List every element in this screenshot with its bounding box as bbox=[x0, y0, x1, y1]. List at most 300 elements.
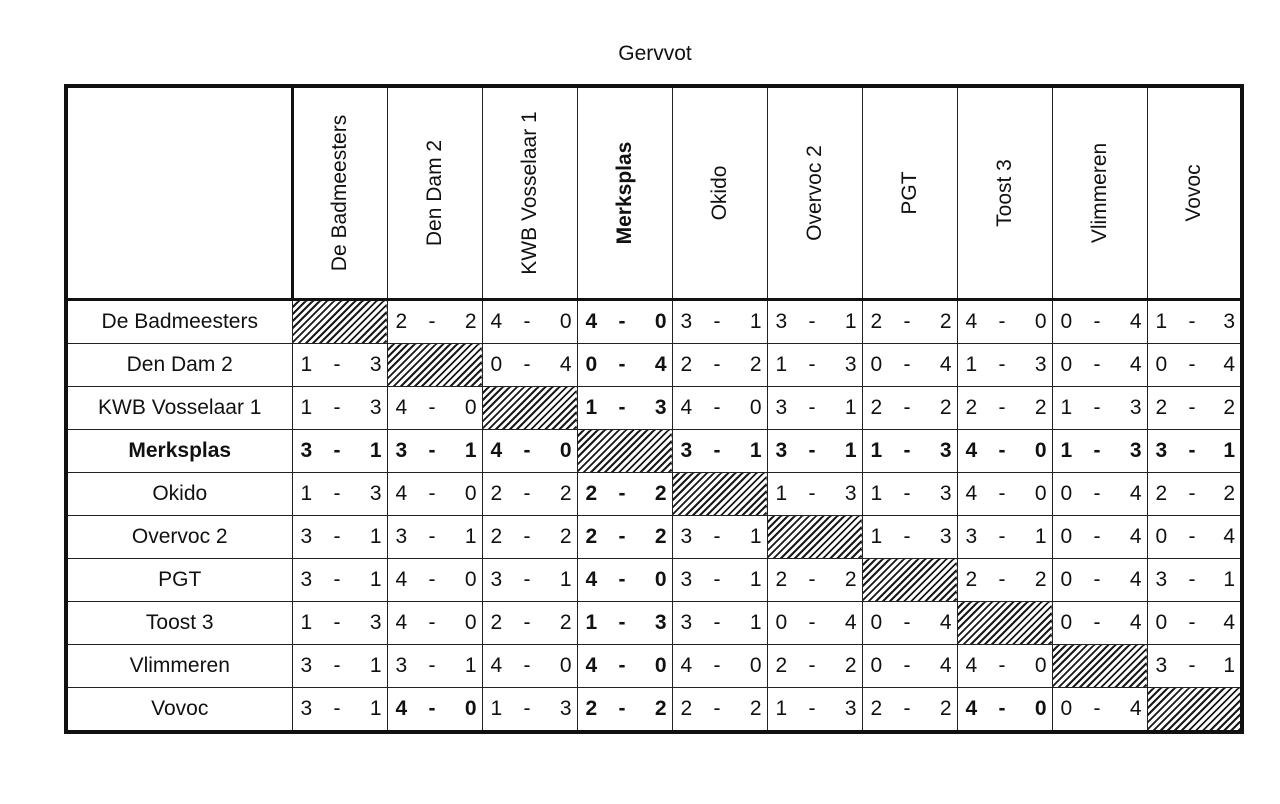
score-separator: - bbox=[523, 568, 531, 591]
score-cell bbox=[1052, 300, 1147, 344]
page-title: Gervvot bbox=[618, 42, 692, 65]
home-score: 1 bbox=[490, 697, 503, 720]
score-cell bbox=[1147, 300, 1242, 344]
score-separator: - bbox=[713, 697, 721, 720]
away-score: 1 bbox=[749, 525, 762, 548]
away-score: 2 bbox=[559, 482, 572, 505]
away-score: 0 bbox=[1034, 439, 1047, 462]
home-score: 1 bbox=[870, 525, 883, 548]
home-score: 1 bbox=[585, 611, 598, 634]
row-header: Overvoc 2 bbox=[66, 516, 292, 559]
score-separator: - bbox=[428, 611, 436, 634]
away-score: 3 bbox=[844, 697, 857, 720]
score-cell bbox=[292, 473, 387, 516]
home-score: 4 bbox=[585, 310, 598, 333]
away-score: 0 bbox=[464, 482, 477, 505]
score-separator: - bbox=[998, 310, 1006, 333]
score-separator: - bbox=[713, 353, 721, 376]
score-cell bbox=[577, 688, 672, 733]
away-score: 1 bbox=[369, 654, 382, 677]
score-separator: - bbox=[428, 525, 436, 548]
score-separator: - bbox=[713, 654, 721, 677]
home-score: 2 bbox=[490, 525, 503, 548]
table-row bbox=[66, 430, 1242, 473]
home-score: 1 bbox=[1060, 396, 1073, 419]
score-separator: - bbox=[428, 310, 436, 333]
score-cell bbox=[577, 344, 672, 387]
score-separator: - bbox=[713, 310, 721, 333]
score-separator: - bbox=[998, 525, 1006, 548]
score-cell bbox=[387, 559, 482, 602]
home-score: 3 bbox=[680, 439, 693, 462]
score-cell bbox=[672, 516, 767, 559]
column-header bbox=[862, 86, 957, 300]
away-score: 4 bbox=[1223, 525, 1235, 548]
home-score: 1 bbox=[775, 697, 788, 720]
table-row bbox=[66, 300, 1242, 344]
score-separator: - bbox=[1093, 439, 1101, 462]
score-cell bbox=[767, 473, 862, 516]
score-separator: - bbox=[808, 568, 816, 591]
away-score: 0 bbox=[1034, 654, 1047, 677]
score-cell bbox=[767, 430, 862, 473]
away-score: 4 bbox=[1129, 697, 1142, 720]
away-score: 4 bbox=[1129, 482, 1142, 505]
score-separator: - bbox=[1188, 439, 1196, 462]
away-score: 1 bbox=[844, 439, 857, 462]
score-cell bbox=[482, 559, 577, 602]
home-score: 3 bbox=[680, 568, 693, 591]
score-separator: - bbox=[618, 482, 626, 505]
score-cell bbox=[1147, 473, 1242, 516]
score-separator: - bbox=[713, 525, 721, 548]
away-score: 4 bbox=[939, 654, 952, 677]
table-row bbox=[66, 602, 1242, 645]
score-separator: - bbox=[523, 439, 531, 462]
score-cell bbox=[1052, 688, 1147, 733]
away-score: 4 bbox=[654, 353, 667, 376]
score-cell bbox=[1052, 516, 1147, 559]
score-separator: - bbox=[998, 396, 1006, 419]
diagonal-hatched-cell bbox=[1147, 688, 1242, 733]
score-separator: - bbox=[998, 482, 1006, 505]
score-cell bbox=[1052, 344, 1147, 387]
score-separator: - bbox=[1093, 353, 1101, 376]
home-score: 4 bbox=[965, 310, 978, 333]
score-cell bbox=[957, 300, 1052, 344]
table-row bbox=[66, 688, 1242, 733]
score-cell bbox=[957, 387, 1052, 430]
score-cell bbox=[292, 688, 387, 733]
score-cell bbox=[957, 688, 1052, 733]
away-score: 2 bbox=[1034, 396, 1047, 419]
home-score: 0 bbox=[1060, 482, 1073, 505]
score-cell bbox=[1052, 387, 1147, 430]
score-separator: - bbox=[808, 654, 816, 677]
home-score: 1 bbox=[1060, 439, 1073, 462]
away-score: 0 bbox=[654, 568, 667, 591]
score-separator: - bbox=[1093, 697, 1101, 720]
score-separator: - bbox=[903, 525, 911, 548]
away-score: 4 bbox=[1129, 611, 1142, 634]
row-header: Den Dam 2 bbox=[66, 344, 292, 387]
score-separator: - bbox=[808, 310, 816, 333]
score-cell bbox=[387, 516, 482, 559]
row-header: PGT bbox=[66, 559, 292, 602]
score-cell bbox=[577, 300, 672, 344]
home-score: 1 bbox=[870, 439, 883, 462]
score-cell bbox=[672, 559, 767, 602]
score-separator: - bbox=[428, 654, 436, 677]
home-score: 0 bbox=[1060, 697, 1073, 720]
away-score: 0 bbox=[749, 396, 762, 419]
home-score: 0 bbox=[870, 353, 883, 376]
score-cell bbox=[482, 344, 577, 387]
away-score: 4 bbox=[1129, 353, 1142, 376]
row-header: Merksplas bbox=[66, 430, 292, 473]
table-row bbox=[66, 473, 1242, 516]
row-header: Okido bbox=[66, 473, 292, 516]
away-score: 3 bbox=[369, 482, 382, 505]
table-row bbox=[66, 387, 1242, 430]
away-score: 4 bbox=[1223, 611, 1235, 634]
away-score: 2 bbox=[654, 482, 667, 505]
score-cell bbox=[862, 430, 957, 473]
score-cell bbox=[767, 344, 862, 387]
home-score: 1 bbox=[300, 482, 313, 505]
home-score: 3 bbox=[775, 396, 788, 419]
score-cell bbox=[577, 516, 672, 559]
column-header-label: De Badmeesters bbox=[328, 114, 351, 272]
score-cell bbox=[387, 473, 482, 516]
score-separator: - bbox=[903, 697, 911, 720]
score-cell bbox=[672, 602, 767, 645]
away-score: 2 bbox=[749, 353, 762, 376]
home-score: 3 bbox=[395, 525, 408, 548]
score-cell bbox=[1147, 645, 1242, 688]
score-cell bbox=[1147, 344, 1242, 387]
diagonal-hatched-cell bbox=[862, 559, 957, 602]
score-cell bbox=[767, 688, 862, 733]
away-score: 4 bbox=[559, 353, 572, 376]
score-separator: - bbox=[1188, 353, 1196, 376]
column-header bbox=[957, 86, 1052, 300]
home-score: 4 bbox=[965, 654, 978, 677]
away-score: 4 bbox=[1129, 568, 1142, 591]
score-separator: - bbox=[333, 568, 341, 591]
away-score: 3 bbox=[939, 482, 952, 505]
home-score: 4 bbox=[395, 396, 408, 419]
home-score: 0 bbox=[1060, 525, 1073, 548]
score-separator: - bbox=[523, 353, 531, 376]
home-score: 3 bbox=[1155, 654, 1168, 677]
score-separator: - bbox=[618, 353, 626, 376]
away-score: 2 bbox=[654, 525, 667, 548]
score-cell bbox=[862, 516, 957, 559]
home-score: 0 bbox=[1060, 611, 1073, 634]
home-score: 4 bbox=[585, 568, 598, 591]
score-separator: - bbox=[713, 611, 721, 634]
score-cell bbox=[1147, 516, 1242, 559]
home-score: 4 bbox=[965, 482, 978, 505]
home-score: 2 bbox=[870, 396, 883, 419]
away-score: 4 bbox=[1129, 310, 1142, 333]
column-header bbox=[767, 86, 862, 300]
home-score: 1 bbox=[1155, 310, 1168, 333]
away-score: 1 bbox=[1223, 568, 1235, 591]
column-header bbox=[482, 86, 577, 300]
away-score: 2 bbox=[939, 697, 952, 720]
score-separator: - bbox=[523, 611, 531, 634]
away-score: 3 bbox=[1129, 396, 1142, 419]
score-separator: - bbox=[1188, 654, 1196, 677]
home-score: 4 bbox=[680, 396, 693, 419]
row-header: Toost 3 bbox=[66, 602, 292, 645]
score-cell bbox=[292, 430, 387, 473]
score-cell bbox=[482, 473, 577, 516]
score-separator: - bbox=[333, 482, 341, 505]
score-separator: - bbox=[903, 654, 911, 677]
score-cell bbox=[387, 387, 482, 430]
home-score: 2 bbox=[585, 482, 598, 505]
score-cell bbox=[862, 473, 957, 516]
score-separator: - bbox=[713, 568, 721, 591]
score-separator: - bbox=[1188, 525, 1196, 548]
row-header: Vovoc bbox=[66, 688, 292, 733]
column-header-label: Vovoc bbox=[1181, 164, 1205, 222]
away-score: 0 bbox=[654, 310, 667, 333]
home-score: 0 bbox=[1155, 611, 1168, 634]
home-score: 0 bbox=[1155, 525, 1168, 548]
score-separator: - bbox=[998, 697, 1006, 720]
diagonal-hatched-cell bbox=[957, 602, 1052, 645]
away-score: 2 bbox=[939, 310, 952, 333]
score-cell bbox=[387, 300, 482, 344]
home-score: 3 bbox=[680, 525, 693, 548]
score-cell bbox=[387, 430, 482, 473]
home-score: 2 bbox=[490, 611, 503, 634]
score-cell bbox=[1147, 559, 1242, 602]
away-score: 3 bbox=[1129, 439, 1142, 462]
home-score: 2 bbox=[490, 482, 503, 505]
score-cell bbox=[767, 602, 862, 645]
home-score: 3 bbox=[775, 310, 788, 333]
home-score: 2 bbox=[585, 525, 598, 548]
home-score: 2 bbox=[395, 310, 408, 333]
away-score: 4 bbox=[844, 611, 857, 634]
score-cell bbox=[862, 344, 957, 387]
score-cell bbox=[957, 430, 1052, 473]
away-score: 1 bbox=[464, 439, 477, 462]
score-cell bbox=[482, 645, 577, 688]
column-header-label: PGT bbox=[897, 171, 921, 215]
away-score: 1 bbox=[1034, 525, 1047, 548]
away-score: 0 bbox=[464, 697, 477, 720]
away-score: 2 bbox=[559, 525, 572, 548]
score-cell bbox=[767, 645, 862, 688]
score-separator: - bbox=[333, 353, 341, 376]
away-score: 0 bbox=[1034, 697, 1047, 720]
score-cell bbox=[577, 473, 672, 516]
score-cell bbox=[1052, 430, 1147, 473]
score-cell bbox=[577, 387, 672, 430]
table-row bbox=[66, 645, 1242, 688]
column-header bbox=[292, 86, 387, 300]
score-cell bbox=[1147, 602, 1242, 645]
away-score: 0 bbox=[749, 654, 762, 677]
score-separator: - bbox=[1188, 482, 1196, 505]
home-score: 3 bbox=[965, 525, 978, 548]
score-cell bbox=[482, 602, 577, 645]
home-score: 3 bbox=[300, 525, 313, 548]
score-cell bbox=[1052, 559, 1147, 602]
row-header: Vlimmeren bbox=[66, 645, 292, 688]
away-score: 0 bbox=[559, 439, 572, 462]
score-separator: - bbox=[998, 439, 1006, 462]
score-separator: - bbox=[618, 310, 626, 333]
away-score: 3 bbox=[939, 439, 952, 462]
away-score: 2 bbox=[1223, 396, 1235, 419]
home-score: 2 bbox=[775, 568, 788, 591]
row-header: KWB Vosselaar 1 bbox=[66, 387, 292, 430]
table-row bbox=[66, 516, 1242, 559]
score-separator: - bbox=[428, 396, 436, 419]
away-score: 2 bbox=[654, 697, 667, 720]
score-cell bbox=[482, 688, 577, 733]
column-header-row bbox=[66, 86, 1242, 300]
away-score: 3 bbox=[844, 482, 857, 505]
home-score: 4 bbox=[395, 697, 408, 720]
home-score: 4 bbox=[395, 611, 408, 634]
score-separator: - bbox=[333, 439, 341, 462]
away-score: 1 bbox=[749, 568, 762, 591]
score-separator: - bbox=[523, 525, 531, 548]
score-cell bbox=[672, 344, 767, 387]
home-score: 0 bbox=[1060, 310, 1073, 333]
score-cell bbox=[767, 387, 862, 430]
score-cell bbox=[672, 430, 767, 473]
score-separator: - bbox=[333, 654, 341, 677]
home-score: 3 bbox=[395, 439, 408, 462]
score-cell bbox=[387, 602, 482, 645]
column-header-label: Toost 3 bbox=[992, 159, 1016, 227]
score-cell bbox=[862, 688, 957, 733]
column-header-label: KWB Vosselaar 1 bbox=[517, 111, 541, 275]
away-score: 0 bbox=[654, 654, 667, 677]
diagonal-hatched-cell bbox=[292, 300, 387, 344]
score-cell bbox=[1052, 602, 1147, 645]
score-cell bbox=[957, 559, 1052, 602]
home-score: 3 bbox=[300, 697, 313, 720]
away-score: 1 bbox=[749, 439, 762, 462]
away-score: 3 bbox=[654, 611, 667, 634]
away-score: 2 bbox=[844, 568, 857, 591]
score-separator: - bbox=[523, 310, 531, 333]
column-header-label: Vlimmeren bbox=[1087, 142, 1111, 244]
score-cell bbox=[292, 645, 387, 688]
away-score: 0 bbox=[464, 396, 477, 419]
score-separator: - bbox=[618, 654, 626, 677]
away-score: 3 bbox=[1223, 310, 1235, 333]
score-separator: - bbox=[523, 482, 531, 505]
column-header-label: Okido bbox=[707, 165, 731, 221]
score-separator: - bbox=[1093, 568, 1101, 591]
away-score: 0 bbox=[1034, 482, 1047, 505]
home-score: 3 bbox=[300, 568, 313, 591]
away-score: 4 bbox=[939, 353, 952, 376]
score-cell bbox=[862, 602, 957, 645]
results-grid bbox=[64, 84, 1244, 734]
score-separator: - bbox=[998, 568, 1006, 591]
score-cell bbox=[482, 300, 577, 344]
score-separator: - bbox=[1093, 310, 1101, 333]
away-score: 1 bbox=[369, 568, 382, 591]
score-cell bbox=[577, 645, 672, 688]
score-separator: - bbox=[1188, 396, 1196, 419]
score-separator: - bbox=[808, 482, 816, 505]
home-score: 3 bbox=[490, 568, 503, 591]
home-score: 0 bbox=[775, 611, 788, 634]
home-score: 2 bbox=[870, 697, 883, 720]
away-score: 4 bbox=[1129, 525, 1142, 548]
diagonal-hatched-cell bbox=[482, 387, 577, 430]
diagonal-hatched-cell bbox=[1052, 645, 1147, 688]
home-score: 4 bbox=[680, 654, 693, 677]
home-score: 1 bbox=[300, 611, 313, 634]
away-score: 1 bbox=[464, 525, 477, 548]
score-cell bbox=[1147, 430, 1242, 473]
away-score: 4 bbox=[1223, 353, 1235, 376]
score-separator: - bbox=[428, 482, 436, 505]
score-cell bbox=[1147, 387, 1242, 430]
score-separator: - bbox=[713, 439, 721, 462]
away-score: 3 bbox=[844, 353, 857, 376]
score-cell bbox=[577, 602, 672, 645]
score-separator: - bbox=[903, 353, 911, 376]
home-score: 4 bbox=[395, 482, 408, 505]
home-score: 4 bbox=[965, 439, 978, 462]
score-separator: - bbox=[428, 697, 436, 720]
away-score: 3 bbox=[369, 611, 382, 634]
away-score: 2 bbox=[559, 611, 572, 634]
score-separator: - bbox=[1188, 568, 1196, 591]
away-score: 2 bbox=[939, 396, 952, 419]
away-score: 1 bbox=[844, 310, 857, 333]
grid-body bbox=[66, 300, 1242, 733]
score-separator: - bbox=[1188, 310, 1196, 333]
away-score: 0 bbox=[464, 611, 477, 634]
score-separator: - bbox=[333, 525, 341, 548]
score-separator: - bbox=[618, 697, 626, 720]
home-score: 1 bbox=[300, 353, 313, 376]
home-score: 0 bbox=[585, 353, 598, 376]
home-score: 0 bbox=[1155, 353, 1168, 376]
column-header-label: Overvoc 2 bbox=[802, 145, 826, 241]
score-separator: - bbox=[1093, 525, 1101, 548]
score-cell bbox=[672, 387, 767, 430]
score-separator: - bbox=[998, 654, 1006, 677]
home-score: 3 bbox=[300, 654, 313, 677]
home-score: 1 bbox=[870, 482, 883, 505]
score-separator: - bbox=[1093, 482, 1101, 505]
home-score: 1 bbox=[775, 353, 788, 376]
score-cell bbox=[1052, 473, 1147, 516]
score-separator: - bbox=[903, 396, 911, 419]
home-score: 0 bbox=[490, 353, 503, 376]
away-score: 1 bbox=[749, 611, 762, 634]
diagonal-hatched-cell bbox=[767, 516, 862, 559]
home-score: 0 bbox=[1060, 353, 1073, 376]
